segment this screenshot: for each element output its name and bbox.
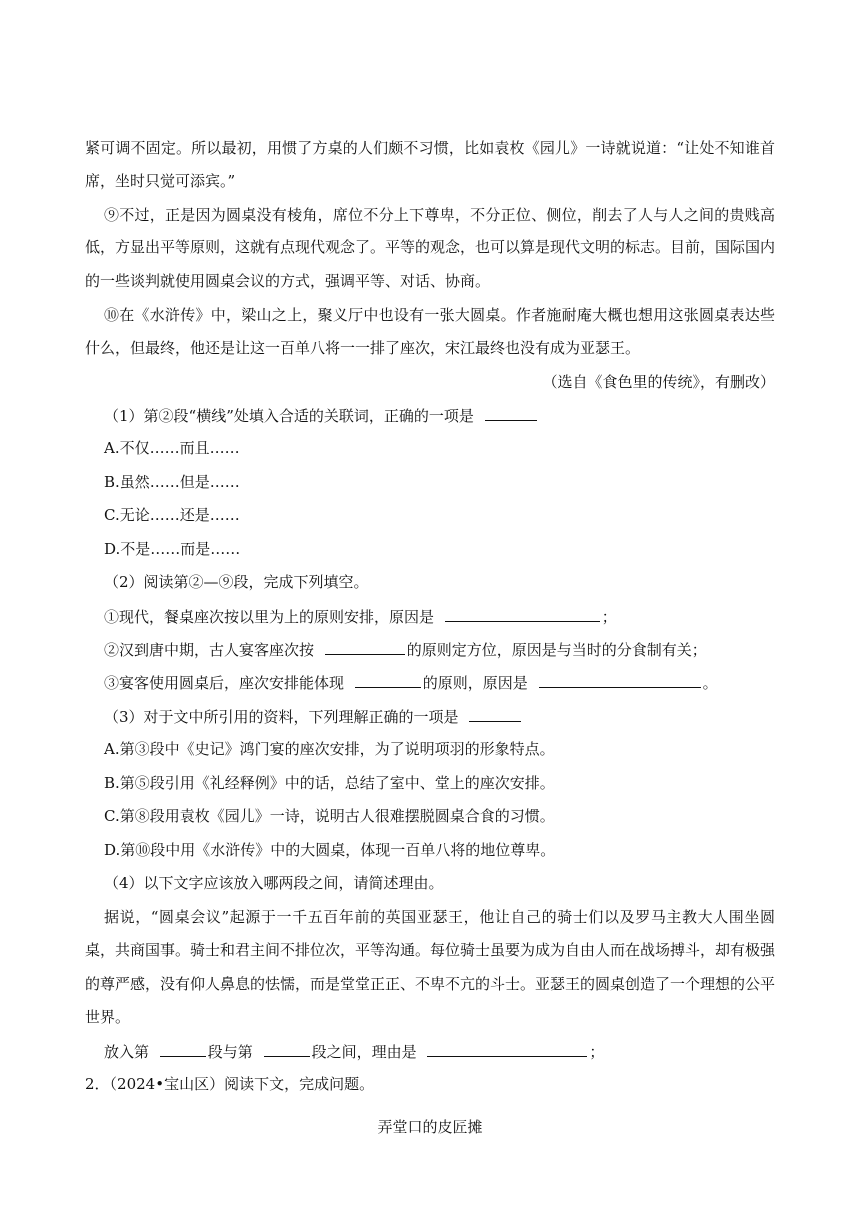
paragraph-8-end-line-2: 席，坐时只觉可添宾。” [85, 172, 236, 190]
question-2-item-3-end: 。 [702, 674, 718, 692]
question-4-answer-text-a: 放入第 [104, 1043, 150, 1061]
paragraph-9-line-3: 的一些谈判就使用圆桌会议的方式，强调平等、对话、协商。 [85, 272, 491, 290]
question-2-item-3-blank-1[interactable] [355, 672, 421, 688]
question-3-stem [104, 706, 794, 727]
question-2-item-3-text-b: 的原则，原因是 [422, 674, 528, 692]
question-3-option-a: A.第③段中《史记》鸿门宴的座次安排，为了说明项羽的形象特点。 [104, 740, 555, 758]
question-2-header: 2．（2024•宝山区）阅读下文，完成问题。 [85, 1075, 375, 1093]
question-2-item-1-text: ①现代，餐桌座次按以里为上的原则安排，原因是 [104, 608, 435, 626]
question-2-item-3-blank-2[interactable] [539, 672, 701, 688]
question-4-answer-text-b: 段与第 [207, 1043, 253, 1061]
paragraph-9-line-2: 低，方显出平等原则，这就有点现代观念了。平等的观念，也可以算是现代文明的标志。目前，国际国内 [85, 238, 776, 256]
question-4-passage-line-2: 桌，共商国事。骑士和君主间不排位次，平等沟通。每位骑士虽要为成为自由人而在战场搏斗，却有极强 [85, 941, 776, 959]
question-4-passage-line-4: 世界。 [85, 1008, 131, 1026]
question-4-passage-line-3: 的尊严感，没有仰人鼻息的怯懦，而是堂堂正正、不卑不亢的斗士。亚瑟王的圆桌创造了一个理想的公平 [85, 975, 776, 993]
question-1-option-c: C.无论……还是…… [104, 506, 240, 524]
question-1-option-d: D.不是……而是…… [104, 540, 241, 558]
question-2-item-3 [104, 672, 794, 693]
question-4-answer-line [104, 1041, 794, 1062]
paragraph-10-line-2: 什么，但最终，他还是让这一百单八将一一排了座次，宋江最终也没有成为亚瑟王。 [85, 339, 641, 357]
question-4-blank-paragraph-1[interactable] [160, 1041, 206, 1057]
question-1-option-b: B.虽然……但是…… [104, 473, 240, 491]
question-3-answer-blank[interactable] [469, 706, 521, 722]
question-4-answer-text-c: 段之间，理由是 [311, 1043, 417, 1061]
question-3-text: （3）对于文中所引用的资料，下列理解正确的一项是 [104, 708, 459, 726]
question-4-stem: （4）以下文字应该放入哪两段之间，请简述理由。 [104, 874, 444, 892]
question-2-item-1-blank[interactable] [445, 606, 600, 622]
question-1-option-a: A.不仅……而且…… [104, 439, 240, 457]
question-2-item-3-text-a: ③宴客使用圆桌后，座次安排能体现 [104, 674, 345, 692]
question-2-stem: （2）阅读第②—⑨段，完成下列填空。 [104, 573, 369, 591]
question-4-blank-reason[interactable] [427, 1041, 587, 1057]
question-1-text: （1）第②段“横线”处填入合适的关联词，正确的一项是 [104, 407, 474, 425]
question-2-item-2 [104, 639, 794, 660]
paragraph-9-line-1: ⑨不过，正是因为圆桌没有棱角，席位不分上下尊卑，不分正位、侧位，削去了人与人之间的贵贱高 [104, 206, 775, 224]
question-2-item-2-text-b: 的原则定方位，原因是与当时的分食制有关； [406, 641, 707, 659]
question-4-blank-paragraph-2[interactable] [264, 1041, 310, 1057]
question-1-answer-blank[interactable] [485, 405, 537, 421]
source-note: （选自《食色里的传统》，有删改） [542, 373, 775, 391]
paragraph-10-line-1: ⑩在《水浒传》中，梁山之上，聚义厅中也设有一张大圆桌。作者施耐庵大概也想用这张圆桌表达些 [104, 306, 775, 324]
question-3-option-c: C.第⑧段用袁枚《园儿》一诗，说明古人很难摆脱圆桌合食的习惯。 [104, 807, 555, 825]
question-4-passage-line-1: 据说，“圆桌会议”起源于一千五百年前的英国亚瑟王，他让自己的骑士们以及罗马主教大人围坐圆 [104, 908, 775, 926]
question-3-option-d: D.第⑩段中用《水浒传》中的大圆桌，体现一百单八将的地位尊卑。 [104, 841, 556, 859]
question-4-answer-end: ； [589, 1043, 605, 1061]
question-1-stem [104, 405, 794, 426]
question-3-option-b: B.第⑤段引用《礼经释例》中的话，总结了室中、堂上的座次安排。 [104, 774, 555, 792]
question-2-item-1 [104, 606, 794, 627]
question-2-item-1-end: ； [601, 608, 617, 626]
paragraph-8-end-line-1: 紧可调不固定。所以最初，用惯了方桌的人们颇不习惯，比如袁枚《园儿》一诗就说道：“让处不知谁首 [85, 139, 775, 157]
article-title: 弄堂口的皮匠摊 [377, 1118, 483, 1136]
question-2-item-2-text-a: ②汉到唐中期，古人宴客座次按 [104, 641, 315, 659]
question-2-item-2-blank[interactable] [325, 639, 405, 655]
